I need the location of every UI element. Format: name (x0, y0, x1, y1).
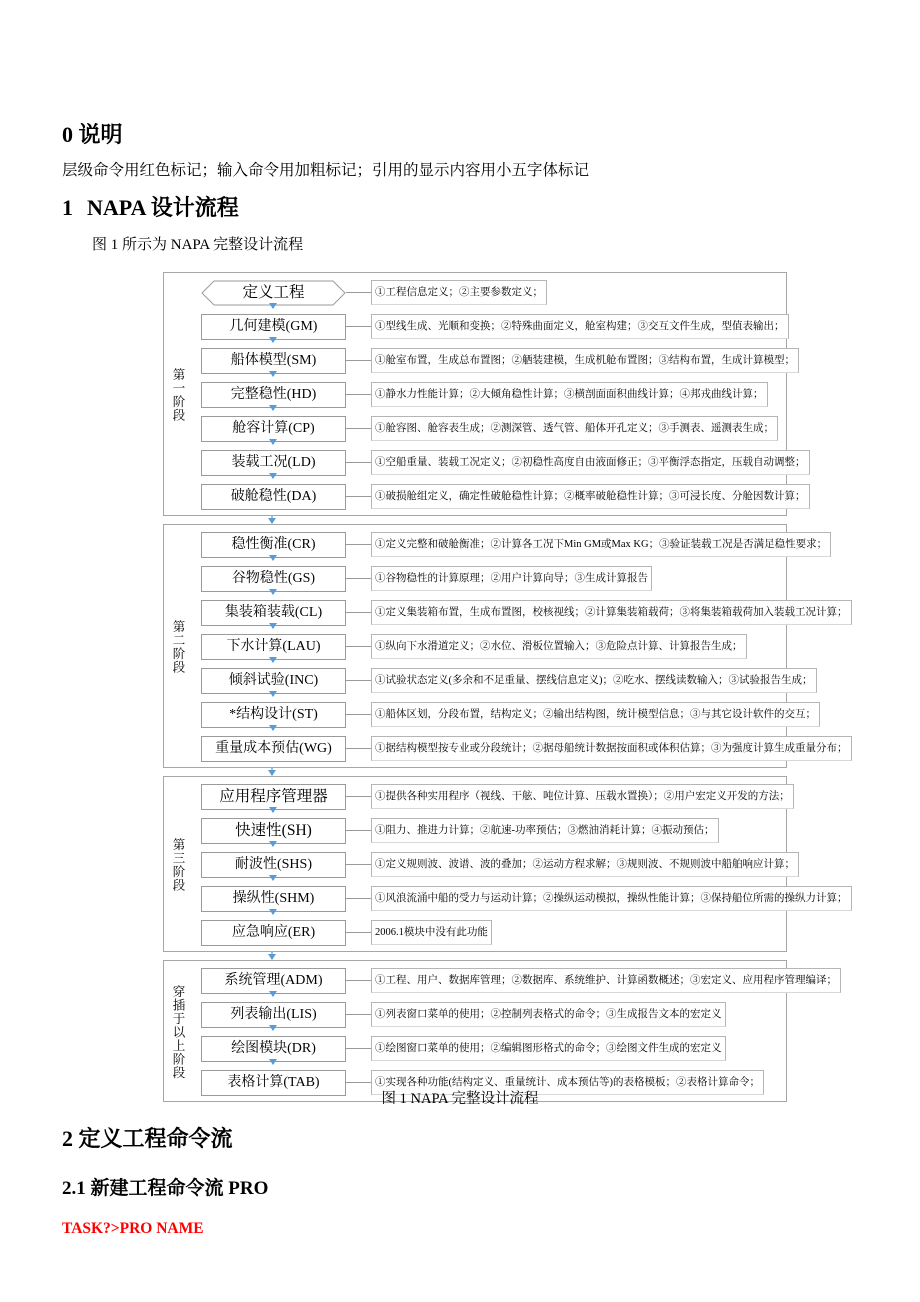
flow-node-description: ①舱容图、舱容表生成；②测深管、透气管、船体开孔定义；③手测表、遥测表生成； (371, 416, 778, 441)
flow-node-label: 定义工程 (242, 284, 305, 301)
connector-line (346, 292, 371, 293)
flow-row (164, 852, 795, 886)
connector-line (346, 714, 371, 715)
stage-label-4: 穿插于以上阶段 (171, 984, 185, 1080)
flow-arrow-down-icon (272, 306, 274, 308)
heading-section-0: 0 说明 (62, 122, 123, 147)
connector-line (346, 864, 371, 865)
flow-node-description: ①船体区划，分段布置，结构定义；②输出结构图，统计模型信息；③与其它设计软件的交互； (371, 702, 820, 727)
flow-node-description: ①据结构模型按专业或分段统计；②据母船统计数据按面积或体积估算；③为强度计算生成重量分布； (371, 736, 852, 761)
flow-arrow-down-icon (272, 994, 274, 996)
flow-row (164, 600, 848, 634)
flow-node[interactable]: 集装箱装载(CL) (201, 600, 346, 626)
stage-group-4 (163, 960, 837, 1102)
connector-line (346, 360, 371, 361)
flow-row (164, 818, 788, 852)
flow-row (164, 314, 788, 348)
flow-arrow-down-icon (272, 592, 274, 594)
flow-row (164, 702, 816, 736)
heading-section-1-label: NAPA 设计流程 (87, 195, 239, 220)
flow-node[interactable]: 绘图模块(DR) (201, 1036, 346, 1062)
stage-group-1 (163, 272, 806, 516)
flow-row (164, 1036, 788, 1070)
flow-arrow-between-stages-icon (271, 952, 273, 959)
flow-node-description: ①列表窗口菜单的使用；②控制列表格式的命令；③生成报告文本的宏定义 (371, 1002, 726, 1027)
flow-node-description: ①定义集装箱布置，生成布置图，校核视线；②计算集装箱载荷；③将集装箱载荷加入装载工况计算； (371, 600, 852, 625)
flow-arrow-down-icon (272, 558, 274, 560)
flow-row (164, 668, 813, 702)
flow-node[interactable]: 破舱稳性(DA) (201, 484, 346, 510)
flow-row (164, 736, 848, 770)
flow-arrow-down-icon (272, 810, 274, 812)
connector-line (346, 394, 371, 395)
flow-row (164, 450, 806, 484)
flow-node[interactable]: 应急响应(ER) (201, 920, 346, 946)
connector-line (346, 1082, 371, 1083)
flow-node[interactable]: 操纵性(SHM) (201, 886, 346, 912)
flow-node[interactable]: 稳性衡准(CR) (201, 532, 346, 558)
flow-node-description: 2006.1模块中没有此功能 (371, 920, 492, 945)
flow-node-description: ①舱室布置，生成总布置图；②舾装建模，生成机舱布置图；③结构布置，生成计算模型； (371, 348, 799, 373)
flow-row (164, 348, 795, 382)
flow-arrow-down-icon (272, 626, 274, 628)
flow-node[interactable]: 系统管理(ADM) (201, 968, 346, 994)
flow-node[interactable]: 船体模型(SM) (201, 348, 346, 374)
flow-node-description: ①定义规则波、波谱、波的叠加；②运动方程求解；③规则波、不规则波中船舶响应计算； (371, 852, 799, 877)
flow-arrow-down-icon (272, 660, 274, 662)
connector-line (346, 326, 371, 327)
flow-row (164, 416, 788, 450)
stage-group-3 (163, 776, 848, 952)
flow-arrow-down-icon (272, 1028, 274, 1030)
heading-section-1 (62, 193, 239, 223)
connector-line (346, 796, 371, 797)
flow-node[interactable]: 舱容计算(CP) (201, 416, 346, 442)
napa-design-flowchart (163, 272, 848, 1090)
flow-node-description: ①提供各种实用程序（视线、干舷、吨位计算、压载水置换）；②用户宏定义开发的方法； (371, 784, 794, 809)
connector-line (346, 898, 371, 899)
flow-node-description: ①纵向下水滑道定义；②水位、滑板位置输入；③危险点计算、计算报告生成； (371, 634, 747, 659)
connector-line (346, 544, 371, 545)
flow-row (164, 968, 837, 1002)
flow-node[interactable]: 重量成本预估(WG) (201, 736, 346, 762)
heading-section-2-1: 2.1 新建工程命令流 PRO (62, 1178, 269, 1199)
connector-line (346, 578, 371, 579)
section-0-body-text: 层级命令用红色标记；输入命令用加粗标记；引用的显示内容用小五字体标记 (62, 162, 590, 179)
flow-node-description: ①工程、用户、数据库管理；②数据库、系统维护、计算函数概述；③宏定义、应用程序管理编译； (371, 968, 841, 993)
connector-line (346, 980, 371, 981)
flow-node-description: ①静水力性能计算；②大倾角稳性计算；③横剖面面积曲线计算；④邦戎曲线计算； (371, 382, 768, 407)
flow-node[interactable]: 列表输出(LIS) (201, 1002, 346, 1028)
connector-line (346, 830, 371, 831)
flow-node[interactable]: 耐波性(SHS) (201, 852, 346, 878)
flow-node[interactable]: 谷物稳性(GS) (201, 566, 346, 592)
flow-node-description: ①破损舱组定义，确定性破舱稳性计算；②概率破舱稳性计算；③可浸长度、分舱因数计算； (371, 484, 810, 509)
stage-label-3: 第三阶段 (171, 838, 185, 892)
stage-label-1: 第一阶段 (171, 368, 185, 422)
flow-row (164, 920, 788, 954)
connector-line (346, 1048, 371, 1049)
connector-line (346, 932, 371, 933)
flow-node[interactable]: 倾斜试验(INC) (201, 668, 346, 694)
stage-group-2 (163, 524, 848, 768)
connector-line (346, 462, 371, 463)
flow-node-description: ①绘图窗口菜单的使用；②编辑图形格式的命令；③绘图文件生成的宏定义 (371, 1036, 726, 1061)
flow-row (164, 886, 848, 920)
flow-row (164, 484, 806, 518)
flow-arrow-down-icon (272, 442, 274, 444)
connector-line (346, 646, 371, 647)
connector-line (346, 1014, 371, 1015)
connector-line (346, 496, 371, 497)
flow-arrow-down-icon (272, 844, 274, 846)
flow-row (164, 566, 788, 600)
connector-line (346, 680, 371, 681)
flow-row (164, 280, 788, 314)
flow-arrow-down-icon (272, 878, 274, 880)
figure-caption: 图 1 NAPA 完整设计流程 (381, 1091, 539, 1107)
heading-section-2: 2 定义工程命令流 (62, 1126, 233, 1151)
flow-node-description: ①工程信息定义；②主要参数定义； (371, 280, 547, 305)
flow-row (164, 382, 788, 416)
flow-node-description: ①谷物稳性的计算原理；②用户计算向导；③生成计算报告 (371, 566, 652, 591)
connector-line (346, 748, 371, 749)
heading-section-1-number: 1 (62, 195, 73, 220)
flow-arrow-down-icon (272, 408, 274, 410)
command-line-pro: TASK?>PRO NAME (62, 1220, 204, 1237)
flow-node[interactable]: 应用程序管理器 (201, 784, 346, 810)
flow-arrow-down-icon (272, 728, 274, 730)
flow-arrow-down-icon (272, 340, 274, 342)
flow-node-description: ①定义完整和破舱衡准；②计算各工况下Min GM或Max KG；③验证装载工况是否满足稳性要求； (371, 532, 831, 557)
flow-node[interactable]: 装载工况(LD) (201, 450, 346, 476)
connector-line (346, 612, 371, 613)
flow-node[interactable]: 下水计算(LAU) (201, 634, 346, 660)
flow-row (164, 784, 788, 818)
flow-node[interactable]: 完整稳性(HD) (201, 382, 346, 408)
flow-node[interactable]: *结构设计(ST) (201, 702, 346, 728)
flow-arrow-down-icon (272, 912, 274, 914)
section-1-body-text: 图 1 所示为 NAPA 完整设计流程 (92, 237, 304, 253)
flow-arrow-between-stages-icon (271, 768, 273, 775)
flow-node[interactable]: 几何建模(GM) (201, 314, 346, 340)
flow-arrow-down-icon (272, 694, 274, 696)
flow-node-description: ①实现各种功能(结构定义、重量统计、成本预估等)的表格模板；②表格计算命令； (371, 1070, 764, 1095)
flow-node-description: ①阻力、推进力计算；②航速-功率预估；③燃油消耗计算；④振动预估； (371, 818, 719, 843)
flow-node-description: ①试验状态定义(多余和不足重量、摆线信息定义)；②吃水、摆线读数输入；③试验报告生成； (371, 668, 817, 693)
connector-line (346, 428, 371, 429)
flow-row (164, 1002, 788, 1036)
flow-node[interactable]: 快速性(SH) (201, 818, 346, 844)
flow-node[interactable]: 表格计算(TAB) (201, 1070, 346, 1096)
flow-arrow-between-stages-icon (271, 516, 273, 523)
flow-arrow-down-icon (272, 1062, 274, 1064)
stage-label-2: 第二阶段 (171, 620, 185, 674)
flow-node-description: ①型线生成、光顺和变换；②特殊曲面定义，舱室构建；③交互文件生成，型值表输出； (371, 314, 789, 339)
flow-node-description: ①空船重量、装载工况定义；②初稳性高度自由液面修正；③平衡浮态指定，压载自动调整； (371, 450, 810, 475)
flow-arrow-down-icon (272, 374, 274, 376)
flow-row (164, 634, 788, 668)
flow-arrow-down-icon (272, 476, 274, 478)
flow-node-description: ①风浪流涌中船的受力与运动计算；②操纵运动模拟，操纵性能计算；③保持船位所需的操纵力计算； (371, 886, 852, 911)
flow-row (164, 532, 828, 566)
